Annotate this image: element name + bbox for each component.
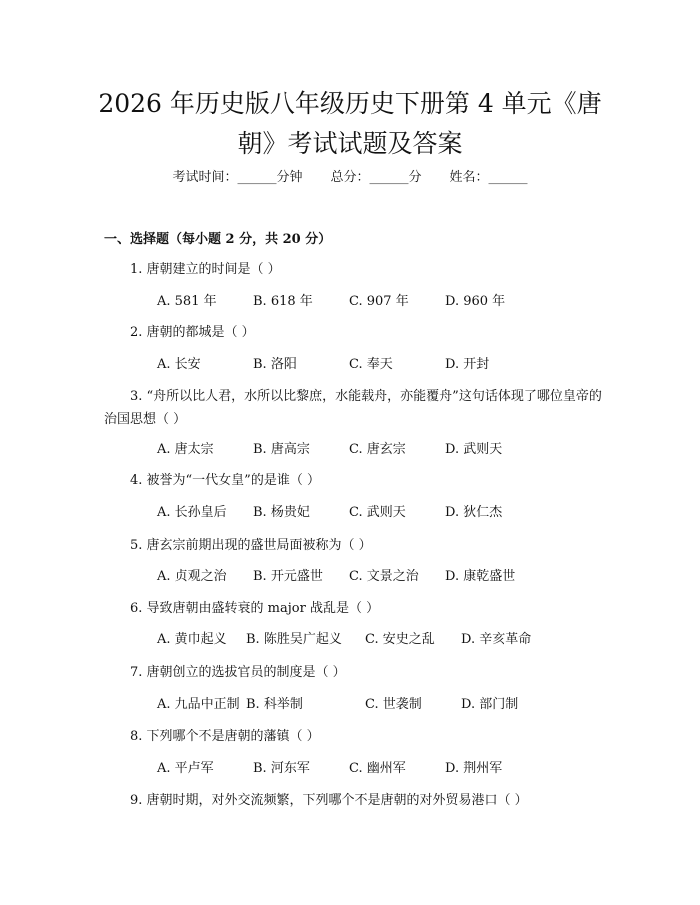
question-1: 1. 唐朝建立的时间是（ ） [130,262,281,277]
option-d: D. 960 年 [445,294,506,309]
option-c: C. 奉天 [349,357,393,372]
option-d: D. 武则天 [445,442,503,457]
question-3-options [157,440,541,460]
option-a: A. 长孙皇后 [157,505,227,520]
total-score-field: 总分：______分 [330,170,422,185]
option-a: A. 黄巾起义 [157,632,227,647]
option-b: B. 杨贵妃 [253,505,310,520]
question-7-options [157,695,557,715]
option-b: B. 科举制 [246,697,303,712]
option-b: B. 洛阳 [253,357,297,372]
option-c: C. 唐玄宗 [349,442,406,457]
question-3: 3. “舟所以比人君，水所以比黎庶，水能载舟，亦能覆舟”这句话体现了哪位皇帝的治国思想（ ） [104,389,602,427]
option-d: D. 部门制 [461,697,519,712]
option-a: A. 581 年 [157,294,217,309]
option-d: D. 狄仁杰 [445,505,503,520]
option-c: C. 幽州军 [349,761,406,776]
student-name-field: 姓名：______ [449,170,528,185]
option-d: D. 荆州军 [445,761,503,776]
option-a: A. 九品中正制 [157,697,240,712]
question-1-options [157,292,541,312]
option-b: B. 618 年 [253,294,313,309]
option-c: C. 安史之乱 [365,632,435,647]
option-a: A. 平卢军 [157,761,214,776]
question-4-options [157,503,541,523]
question-2: 2. 唐朝的都城是（ ） [130,325,255,340]
exam-time-field: 考试时间：______分钟 [172,170,303,185]
question-6-options [157,630,557,650]
section-heading: 一、选择题（每小题 2 分，共 20 分） [104,232,332,247]
question-6: 6. 导致唐朝由盛转衰的 major 战乱是（ ） [130,601,380,616]
option-c: C. 武则天 [349,505,406,520]
question-4: 4. 被誉为“一代女皇”的是谁（ ） [130,473,320,488]
option-a: A. 唐太宗 [157,442,214,457]
option-c: C. 世袭制 [365,697,422,712]
document-title: 2026 年历史版八年级历史下册第 4 单元《唐朝》考试试题及答案 [98,89,602,158]
question-8: 8. 下列哪个不是唐朝的藩镇（ ） [130,729,320,744]
option-b: B. 陈胜吴广起义 [246,632,342,647]
question-8-options [157,759,541,779]
option-a: A. 长安 [157,357,201,372]
option-d: D. 辛亥革命 [461,632,532,647]
question-7: 7. 唐朝创立的选拔官员的制度是（ ） [130,665,346,680]
option-b: B. 河东军 [253,761,310,776]
option-c: C. 907 年 [349,294,409,309]
option-d: D. 康乾盛世 [445,569,516,584]
exam-meta [0,168,700,188]
option-d: D. 开封 [445,357,490,372]
question-9: 9. 唐朝时期，对外交流频繁，下列哪个不是唐朝的对外贸易港口（ ） [130,793,528,808]
question-5-options [157,567,541,587]
option-b: B. 唐高宗 [253,442,310,457]
question-5: 5. 唐玄宗前期出现的盛世局面被称为（ ） [130,538,372,553]
option-a: A. 贞观之治 [157,569,227,584]
question-2-options [157,355,541,375]
option-b: B. 开元盛世 [253,569,323,584]
option-c: C. 文景之治 [349,569,419,584]
